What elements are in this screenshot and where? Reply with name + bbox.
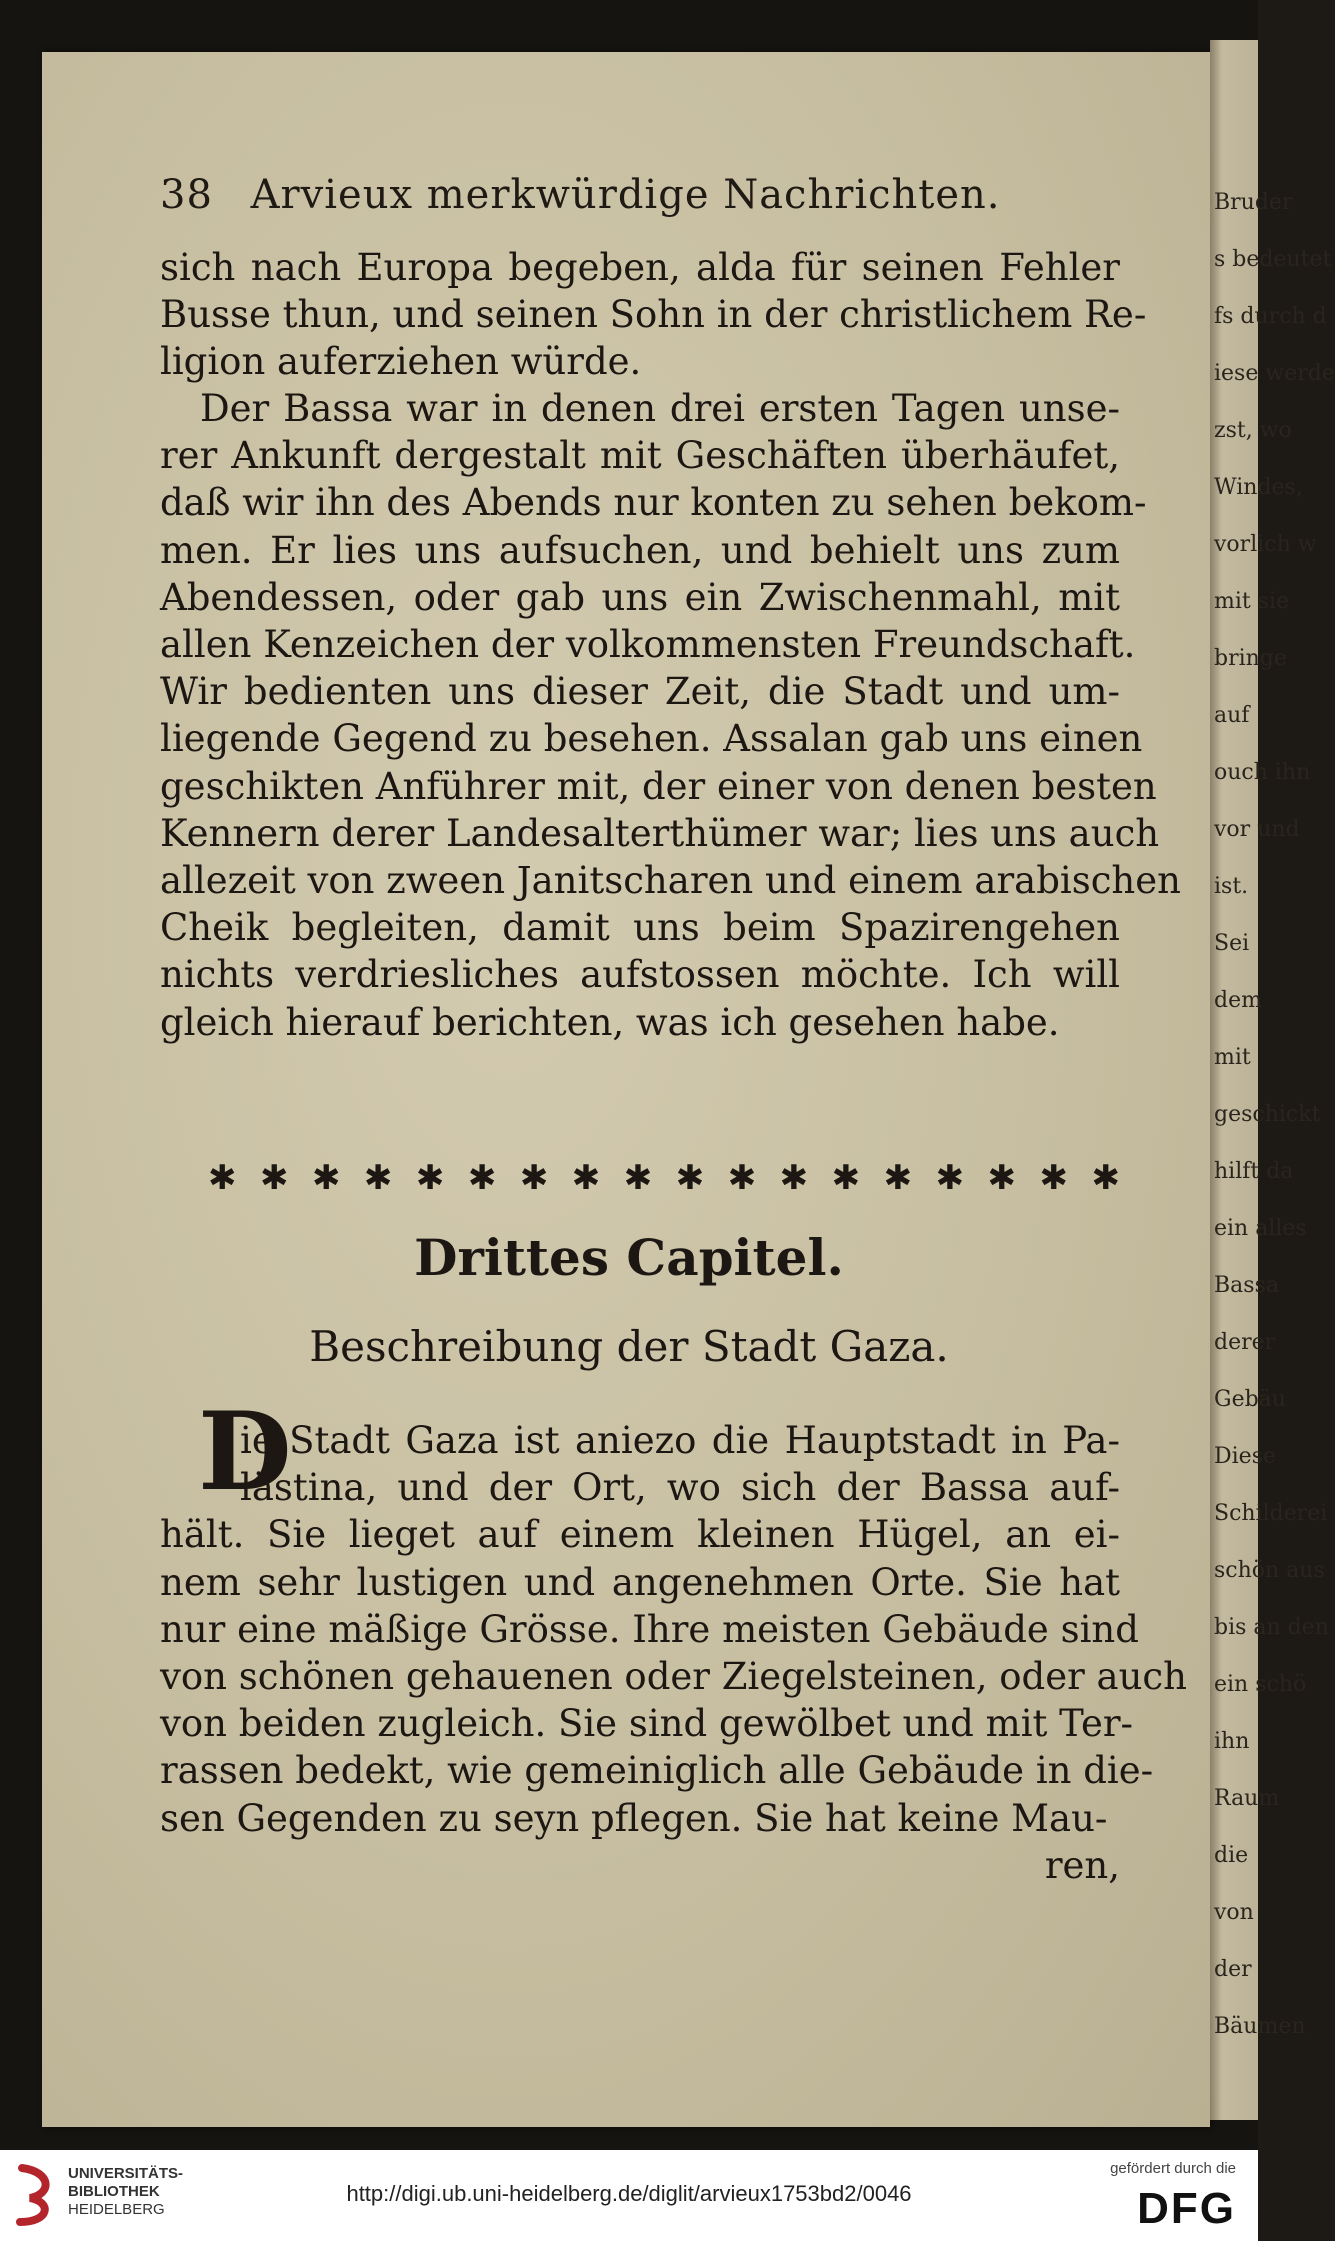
text-line: daß wir ihn des Abends nur konten zu sehen bekom- bbox=[160, 481, 1147, 525]
text-line: sich nach Europa begeben, alda für seinen Fehler bbox=[160, 246, 1120, 289]
edge-text-fragment: schön aus bbox=[1214, 1558, 1325, 1583]
text-line: nem sehr lustigen und angenehmen Orte. Sie hat bbox=[160, 1560, 1120, 1604]
text-line: geschikten Anführer mit, der einer von denen besten bbox=[160, 764, 1157, 808]
edge-text-fragment: bis an den bbox=[1214, 1615, 1329, 1640]
edge-text-fragment: Raum bbox=[1214, 1786, 1280, 1811]
chapter-subtitle: Beschreibung der Stadt Gaza. bbox=[309, 1322, 949, 1371]
text-line: nichts verdriesliches aufstossen möchte. Ich will bbox=[160, 953, 1120, 997]
ornament-star-icon: ✱ bbox=[831, 1158, 861, 1198]
text-line: sen Gegenden zu seyn pflegen. Sie hat keine Mau- bbox=[160, 1796, 1108, 1840]
chapter-title: Drittes Capitel. bbox=[414, 1228, 844, 1287]
institution-line-2: BIBLIOTHEK bbox=[68, 2183, 160, 2200]
ornament-star-icon: ✱ bbox=[623, 1158, 653, 1198]
ornament-star-icon: ✱ bbox=[208, 1158, 237, 1198]
edge-text-fragment: dem bbox=[1214, 988, 1262, 1013]
text-line: Wir bedienten uns dieser Zeit, die Stadt und um- bbox=[160, 670, 1120, 714]
text-line: von schönen gehauenen oder Ziegelsteinen, oder auch bbox=[160, 1655, 1187, 1699]
paragraph-1 bbox=[160, 244, 1147, 386]
footer-bar bbox=[0, 2150, 1258, 2241]
text-line: von beiden zugleich. Sie sind gewölbet und mit Ter- bbox=[160, 1702, 1134, 1746]
running-head-title: Arvieux merkwürdige Nachrichten. bbox=[250, 172, 1001, 218]
edge-text-fragment: ihn bbox=[1214, 1729, 1250, 1754]
ornament-star-icon: ✱ bbox=[779, 1158, 809, 1198]
institution-line-1: UNIVERSITÄTS- bbox=[68, 2165, 184, 2182]
edge-text-fragment: Gebäu bbox=[1214, 1387, 1286, 1412]
ornament-star-icon: ✱ bbox=[571, 1158, 601, 1198]
ornament-star-icon: ✱ bbox=[467, 1158, 497, 1198]
edge-text-fragment: Bassa bbox=[1214, 1273, 1279, 1298]
edge-text-fragment: iese werde bbox=[1214, 361, 1335, 386]
ornament-star-icon: ✱ bbox=[1091, 1158, 1120, 1198]
edge-text-fragment: bringe bbox=[1214, 646, 1287, 671]
edge-text-fragment: Bruder bbox=[1214, 190, 1293, 215]
text-line: lästina, und der Ort, wo sich der Bassa auf- bbox=[240, 1466, 1120, 1510]
edge-text-fragment: derer bbox=[1214, 1330, 1276, 1355]
edge-text-fragment: Schilderei bbox=[1214, 1501, 1328, 1526]
text-line: Abendessen, oder gab uns ein Zwischenmahl, mit bbox=[160, 575, 1120, 619]
text-line: allezeit von zween Janitscharen und einem arabischen bbox=[160, 859, 1181, 903]
edge-text-fragment: Bäumen bbox=[1214, 2014, 1306, 2039]
edge-text-fragment: vor und bbox=[1214, 817, 1300, 842]
ornament-star-icon: ✱ bbox=[259, 1158, 289, 1198]
ornament-divider bbox=[208, 1158, 1120, 1198]
running-head bbox=[160, 172, 1001, 218]
ornament-star-icon: ✱ bbox=[415, 1158, 445, 1198]
next-page-edge bbox=[1210, 40, 1335, 2120]
text-line: nur eine mäßige Grösse. Ihre meisten Gebäude sind bbox=[160, 1607, 1139, 1651]
ornament-star-icon: ✱ bbox=[935, 1158, 965, 1198]
edge-text-fragment: Diese bbox=[1214, 1444, 1277, 1469]
permalink-url[interactable]: http://digi.ub.uni-heidelberg.de/diglit/arvieux1753bd2/0046 bbox=[346, 2181, 912, 2206]
paragraph-2 bbox=[160, 385, 1181, 1046]
edge-text-fragment: Sei bbox=[1214, 931, 1250, 956]
text-line: rassen bedekt, wie gemeiniglich alle Gebäude in die- bbox=[160, 1749, 1154, 1793]
ornament-star-icon: ✱ bbox=[311, 1158, 341, 1198]
ornament-star-icon: ✱ bbox=[519, 1158, 549, 1198]
edge-text-fragment: s bedeutet bbox=[1214, 247, 1332, 272]
page-number: 38 bbox=[160, 172, 213, 218]
edge-text-fragment: mit sie bbox=[1214, 589, 1290, 614]
edge-text-fragment: vorlich w bbox=[1214, 532, 1317, 557]
edge-text-fragment: ein schö bbox=[1214, 1672, 1307, 1697]
funded-by-label: gefördert durch die bbox=[1110, 2160, 1236, 2177]
ornament-star-icon: ✱ bbox=[727, 1158, 757, 1198]
text-line: ligion auferziehen würde. bbox=[160, 340, 642, 384]
edge-text-fragment: die bbox=[1214, 1843, 1249, 1868]
edge-text-fragment: ein alles bbox=[1214, 1216, 1307, 1241]
text-line: ie Stadt Gaza ist aniezo die Hauptstadt in Pa- bbox=[240, 1419, 1120, 1462]
ornament-star-icon: ✱ bbox=[1039, 1158, 1068, 1198]
text-line: rer Ankunft dergestalt mit Geschäften überhäufet, bbox=[160, 434, 1120, 478]
ornament-star-icon: ✱ bbox=[675, 1158, 705, 1198]
dfg-logo: DFG bbox=[1137, 2184, 1236, 2233]
edge-text-fragment: der bbox=[1214, 1957, 1252, 1982]
text-line: Kennern derer Landesalterthümer war; lies uns auch bbox=[160, 811, 1160, 855]
edge-text-fragment: von bbox=[1214, 1900, 1254, 1925]
institution-line-3: HEIDELBERG bbox=[68, 2201, 165, 2218]
catchword: ren, bbox=[1044, 1844, 1120, 1887]
text-line: liegende Gegend zu besehen. Assalan gab uns einen bbox=[160, 717, 1143, 761]
paragraph-3 bbox=[160, 1417, 1187, 1842]
edge-text-fragment: auf bbox=[1214, 703, 1250, 728]
catchword-line bbox=[160, 1842, 1120, 1889]
edge-text-fragment: fs durch d bbox=[1214, 304, 1327, 329]
edge-text-fragment: zst, wo bbox=[1214, 418, 1292, 443]
ornament-star-icon: ✱ bbox=[987, 1158, 1017, 1198]
text-line: allen Kenzeichen der volkommensten Freundschaft. bbox=[160, 623, 1136, 667]
edge-text-fragment: geschickt bbox=[1214, 1102, 1321, 1127]
text-line: Busse thun, und seinen Sohn in der christlichem Re- bbox=[160, 293, 1147, 337]
edge-text-fragment: Windes, bbox=[1214, 475, 1303, 500]
edge-text-fragment: mit bbox=[1214, 1045, 1251, 1070]
text-line: hält. Sie lieget auf einem kleinen Hügel, an ei- bbox=[160, 1513, 1120, 1557]
ornament-star-icon: ✱ bbox=[883, 1158, 913, 1198]
text-line: gleich hierauf berichten, was ich gesehen habe. bbox=[160, 1000, 1060, 1044]
drop-cap: D bbox=[198, 1389, 292, 1515]
edge-text-fragment: ist. bbox=[1214, 874, 1249, 899]
edge-text-fragment: ouch ihn bbox=[1214, 760, 1311, 785]
text-line: Cheik begleiten, damit uns beim Spazirengehen bbox=[160, 906, 1120, 950]
ornament-star-icon: ✱ bbox=[363, 1158, 393, 1198]
edge-text-fragment: hilft da bbox=[1214, 1159, 1294, 1184]
text-line: Der Bassa war in denen drei ersten Tagen unse- bbox=[200, 387, 1120, 430]
text-line: men. Er lies uns aufsuchen, und behielt uns zum bbox=[160, 528, 1120, 572]
